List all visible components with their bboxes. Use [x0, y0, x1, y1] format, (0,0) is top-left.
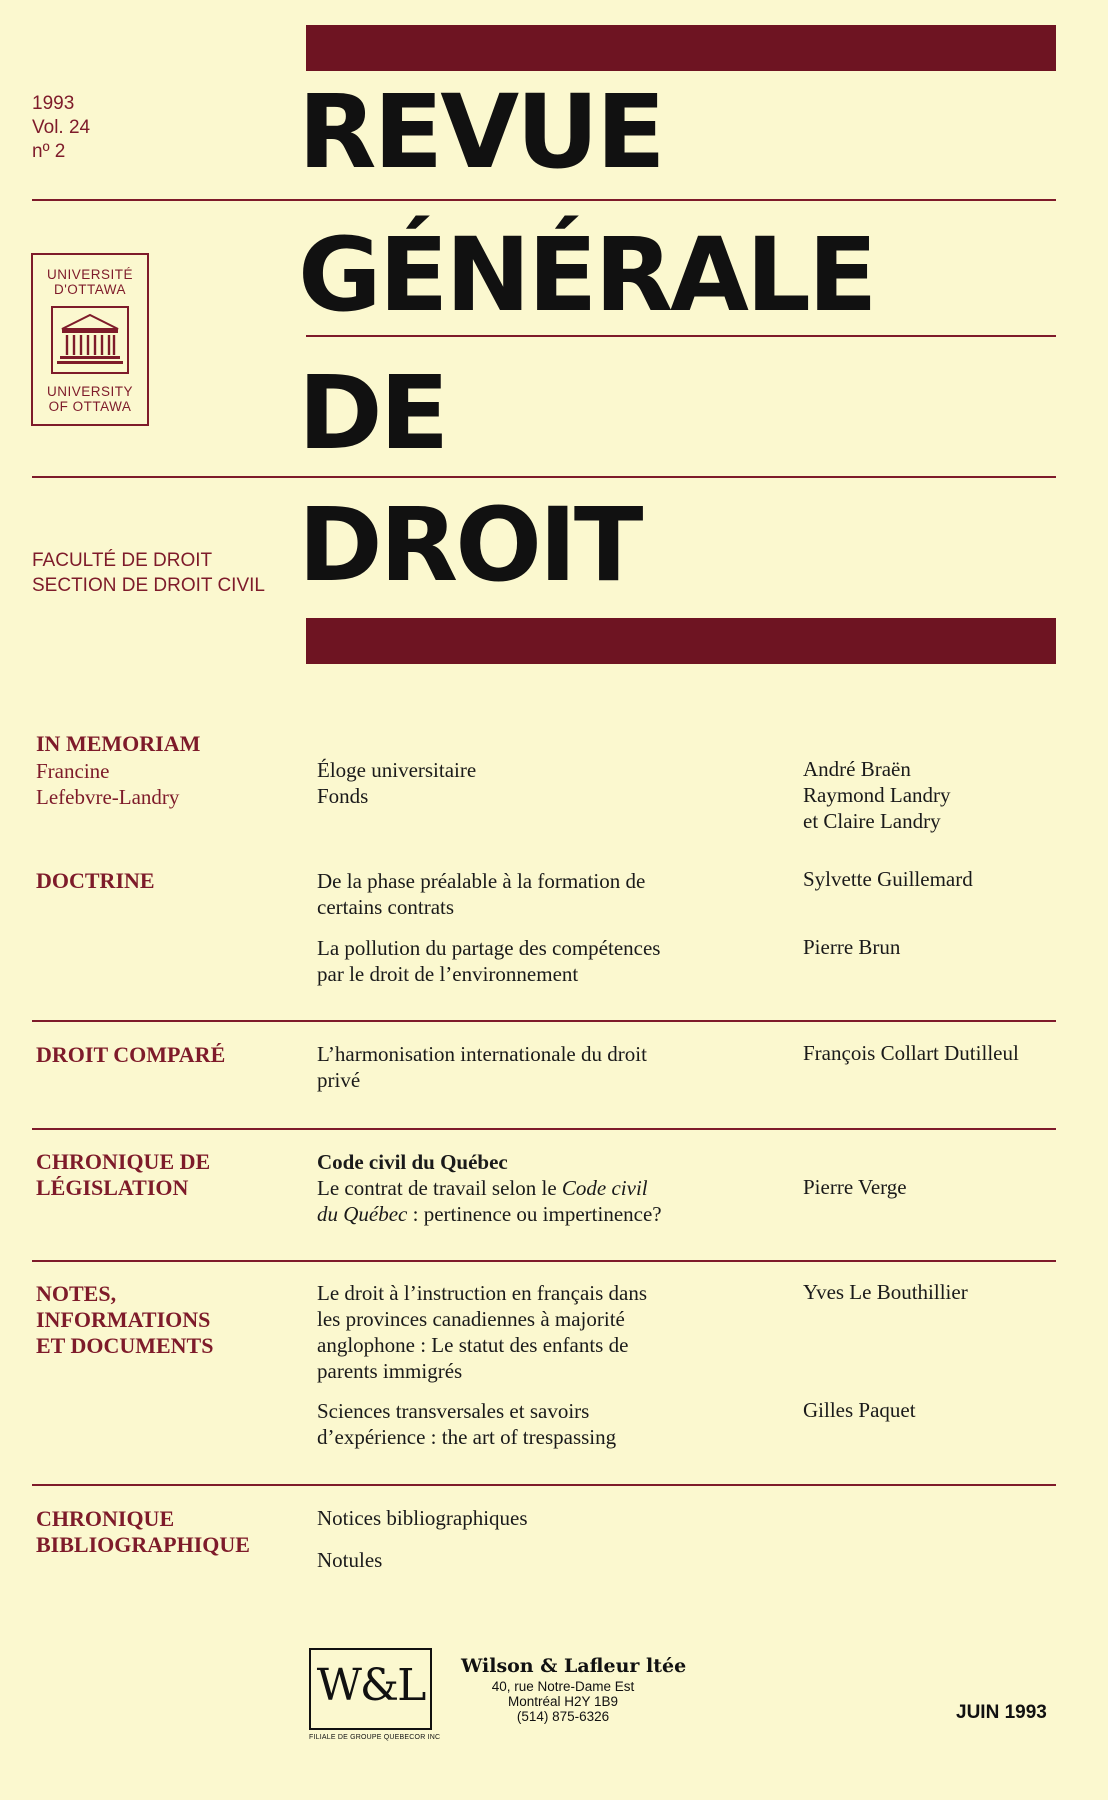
section-title-line: BIBLIOGRAPHIQUE: [36, 1532, 250, 1557]
section-title-biblio: [36, 1506, 250, 1558]
university-name-en-1: UNIVERSITY: [46, 384, 133, 399]
section-title-line: LÉGISLATION: [36, 1175, 189, 1200]
building-icon: [50, 305, 130, 375]
publisher-logo: [309, 1648, 432, 1730]
title-line-1: REVUE: [298, 73, 663, 192]
article-compare: [317, 1041, 717, 1093]
article-title-line: De la phase préalable à la formation de: [317, 869, 646, 893]
section-title-line: CHRONIQUE: [36, 1506, 175, 1531]
article-title-line: Le droit à l’instruction en français dans: [317, 1281, 648, 1305]
publisher-phone: (514) 875-6326: [516, 1709, 610, 1724]
section-title-line: CHRONIQUE DE: [36, 1149, 211, 1174]
faculty-line-1: FACULTÉ DE DROIT: [32, 550, 213, 571]
faculty-line-2: SECTION DE DROIT CIVIL: [32, 575, 265, 596]
header-rule: [32, 476, 1056, 478]
article-title-line: L’harmonisation internationale du droit: [317, 1042, 647, 1066]
article-text: : pertinence ou impertinence?: [407, 1202, 662, 1226]
issue-number: nº 2: [32, 141, 66, 162]
author-name: et Claire Landry: [803, 809, 941, 833]
article-heading: Code civil du Québec: [317, 1150, 508, 1174]
section-title-doctrine: DOCTRINE: [36, 868, 155, 893]
author-legislation: Pierre Verge: [803, 1175, 907, 1199]
publisher-name: Wilson & Lafleur ltée: [461, 1655, 687, 1677]
author-name: Raymond Landry: [803, 783, 951, 807]
memoriam-subject: [36, 758, 179, 810]
author-memoriam: [803, 756, 1093, 834]
article-title-line: par le droit de l’environnement: [317, 962, 579, 986]
title-line-3: DE: [298, 354, 447, 473]
university-name-en-2: OF OTTAWA: [48, 399, 132, 414]
title-line-2: GÉNÉRALE: [298, 216, 875, 335]
issue-volume: Vol. 24: [32, 117, 91, 138]
university-name-fr-2: D'OTTAWA: [53, 282, 127, 297]
article-title: Éloge universitaire: [317, 758, 477, 782]
publisher-address-line: Montréal H2Y 1B9: [507, 1694, 619, 1709]
bottom-bar: [306, 618, 1056, 664]
article-title-line: privé: [317, 1068, 361, 1092]
article-title-line: [317, 1201, 717, 1227]
article-title: Fonds: [317, 784, 369, 808]
section-rule: [32, 1128, 1056, 1130]
article-title-line: d’expérience : the art of trespassing: [317, 1425, 617, 1449]
publisher-logo-text: W&L: [316, 1660, 425, 1711]
title-line-4: DROIT: [298, 486, 641, 605]
article-title-line: les provinces canadiennes à majorité: [317, 1307, 625, 1331]
article-biblio-2: Notules: [317, 1548, 383, 1572]
author-compare: François Collart Dutilleul: [803, 1041, 1019, 1065]
article-title-line: certains contrats: [317, 895, 455, 919]
article-notes-2: [317, 1398, 717, 1450]
article-text-italic: du Québec: [317, 1202, 408, 1226]
section-rule: [32, 1484, 1056, 1486]
article-memoriam: [317, 757, 717, 809]
section-rule: [32, 1020, 1056, 1022]
article-doctrine-1: [317, 868, 717, 920]
section-title-line: NOTES,: [36, 1281, 117, 1306]
section-title-line: ET DOCUMENTS: [36, 1333, 214, 1358]
author-name: André Braën: [803, 757, 911, 781]
author-doctrine-1: Sylvette Guillemard: [803, 867, 973, 891]
memoriam-subject-line: Francine: [36, 759, 110, 783]
author-notes-1: Yves Le Bouthillier: [803, 1280, 968, 1304]
publisher-logo-subtitle: FILIALE DE GROUPE QUEBECOR INC: [309, 1734, 441, 1741]
article-doctrine-2: [317, 935, 717, 987]
article-title-line: Sciences transversales et savoirs: [317, 1399, 590, 1423]
article-title-line: anglophone : Le statut des enfants de: [317, 1333, 629, 1357]
faculty-info: [32, 548, 265, 598]
article-title-line: parents immigrés: [317, 1359, 463, 1383]
article-notes-1: [317, 1280, 717, 1384]
section-rule: [32, 1260, 1056, 1262]
article-title-line: La pollution du partage des compétences: [317, 936, 661, 960]
publisher-address-line: 40, rue Notre-Dame Est: [491, 1679, 635, 1694]
issue-year: 1993: [32, 93, 75, 114]
header-rule: [306, 335, 1056, 337]
university-logo: [31, 253, 149, 426]
section-title-memoriam: IN MEMORIAM: [36, 731, 201, 756]
section-title-line: INFORMATIONS: [36, 1307, 211, 1332]
author-notes-2: Gilles Paquet: [803, 1398, 916, 1422]
university-name-fr-1: UNIVERSITÉ: [46, 267, 133, 282]
section-title-compare: DROIT COMPARÉ: [36, 1042, 226, 1067]
publisher-address: [488, 1679, 638, 1724]
section-title-legislation: [36, 1149, 210, 1201]
top-bar: [306, 25, 1056, 71]
article-legislation: [317, 1149, 717, 1227]
header-rule: [32, 199, 1056, 201]
author-doctrine-2: Pierre Brun: [803, 935, 901, 959]
article-text-italic: Code civil: [561, 1176, 648, 1200]
section-title-notes: [36, 1281, 213, 1359]
article-biblio-1: Notices bibliographiques: [317, 1506, 528, 1530]
issue-date: JUIN 1993: [956, 1702, 1047, 1723]
article-title-line: [317, 1175, 717, 1201]
article-text: Le contrat de travail selon le: [317, 1176, 562, 1200]
issue-info: [32, 92, 90, 164]
memoriam-subject-line: Lefebvre-Landry: [36, 785, 180, 809]
